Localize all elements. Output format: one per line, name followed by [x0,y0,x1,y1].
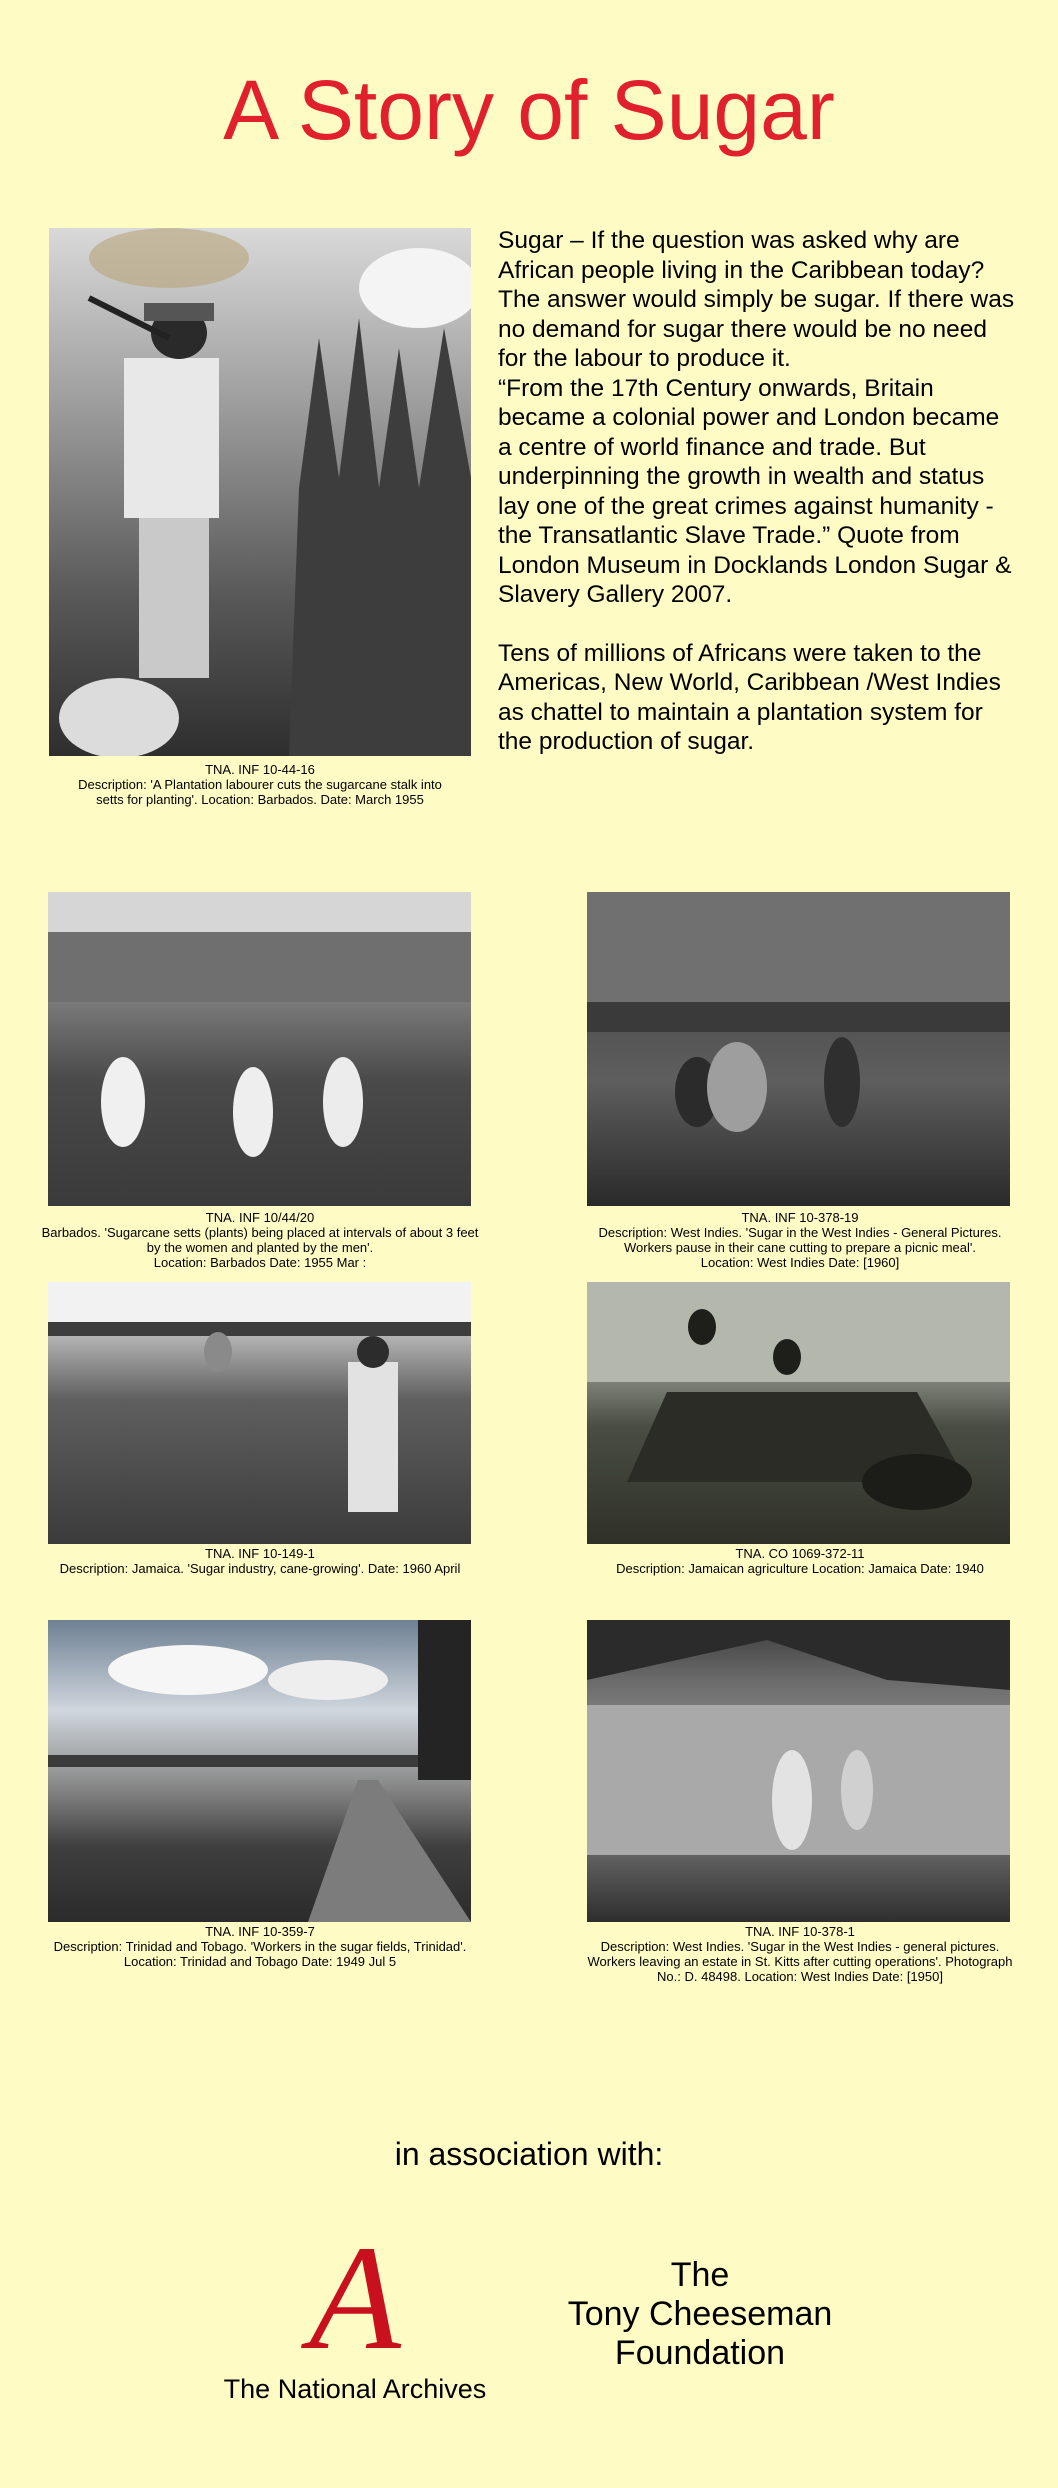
national-archives-name: The National Archives [223,2374,487,2404]
photo-description-line: Workers pause in their cane cutting to prepare a picnic meal'. [624,1240,976,1255]
photo-description-line: Description: West Indies. 'Sugar in the West Indies - general pictures. [600,1939,1000,1954]
photo-planting-setts [48,892,471,1206]
photo-description-line: setts for planting'. Location: Barbados. Date: March 1955 [96,792,424,807]
photo-trinidad-workers [48,1620,471,1922]
photo-ref: TNA. INF 10-378-1 [745,1924,855,1939]
foundation-line: Tony Cheeseman [567,2295,833,2333]
photo-description-line: Workers leaving an estate in St. Kitts after cutting operations'. Photograph [587,1954,1013,1969]
photo-description-line: Location: Barbados Date: 1955 Mar : [153,1255,367,1270]
photo-jamaican-agriculture [587,1282,1010,1544]
association-heading: in association with: [394,2136,664,2172]
photo-ref: TNA. INF 10-378-19 [741,1210,859,1225]
photo-caption [40,1924,480,1969]
photo-ref: TNA. INF 10-359-7 [205,1924,315,1939]
photo-caption [580,1924,1020,1984]
photo-description-line: Location: West Indies Date: [1960] [700,1255,900,1270]
photo-caption [580,1210,1020,1270]
intro-paragraph: Tens of millions of Africans were taken to the Americas, New World, Caribbean /West Indies as chattel to maintain a plantation system for the production of sugar. [498,639,1001,755]
intro-paragraph: Sugar – If the question was asked why are African people living in the Caribbean today? The answer would simply be sugar. If there was no demand for sugar there would be no need for the labour to produce it. [498,227,1015,372]
foundation-line: The [670,2256,730,2294]
photo-description-line: Description: Jamaica. 'Sugar industry, cane-growing'. Date: 1960 April [59,1561,461,1576]
photo-st-kitts-workers [587,1620,1010,1922]
photo-ref: TNA. CO 1069-372-11 [735,1546,865,1561]
foundation-name [530,2256,870,2373]
foundation-line: Foundation [614,2334,786,2372]
photo-caption [580,1546,1020,1576]
photo-description-line: Barbados. 'Sugarcane setts (plants) being placed at intervals of about 3 feet [41,1225,479,1240]
page-title: A Story of Sugar [223,63,835,157]
photo-description-line: Description: Jamaican agriculture Location: Jamaica Date: 1940 [616,1561,984,1576]
photo-description-line: by the women and planted by the men'. [146,1240,374,1255]
intro-paragraph: “From the 17th Century onwards, Britain became a colonial power and London became a centre of world finance and trade. But underpinning the growth in wealth and status lay one of the great crimes against humanity - the Transatlantic Slave Trade.” Quote from London Museum in Docklands London Sugar & Slavery Gallery 2007. [498,374,1012,608]
photo-ref: TNA. INF 10-44-16 [205,762,315,777]
photo-description-line: Description: Trinidad and Tobago. 'Workers in the sugar fields, Trinidad'. [53,1939,467,1954]
photo-caption [40,1210,480,1270]
intro-text [498,226,1018,757]
photo-description-line: Location: Trinidad and Tobago Date: 1949 Jul 5 [123,1954,397,1969]
national-archives-logo: A [309,2215,401,2381]
photo-cane-growing [48,1282,471,1544]
photo-ref: TNA. INF 10/44/20 [205,1210,315,1225]
photo-caption [40,762,480,807]
photo-description-line: Description: West Indies. 'Sugar in the West Indies - General Pictures. [598,1225,1002,1240]
photo-picnic-meal [587,892,1010,1206]
photo-description-line: No.: D. 48498. Location: West Indies Date: [1950] [657,1969,943,1984]
photo-plantation-labourer [49,228,471,756]
photo-description-line: Description: 'A Plantation labourer cuts the sugarcane stalk into [78,777,442,792]
photo-ref: TNA. INF 10-149-1 [205,1546,315,1561]
photo-caption [40,1546,480,1576]
